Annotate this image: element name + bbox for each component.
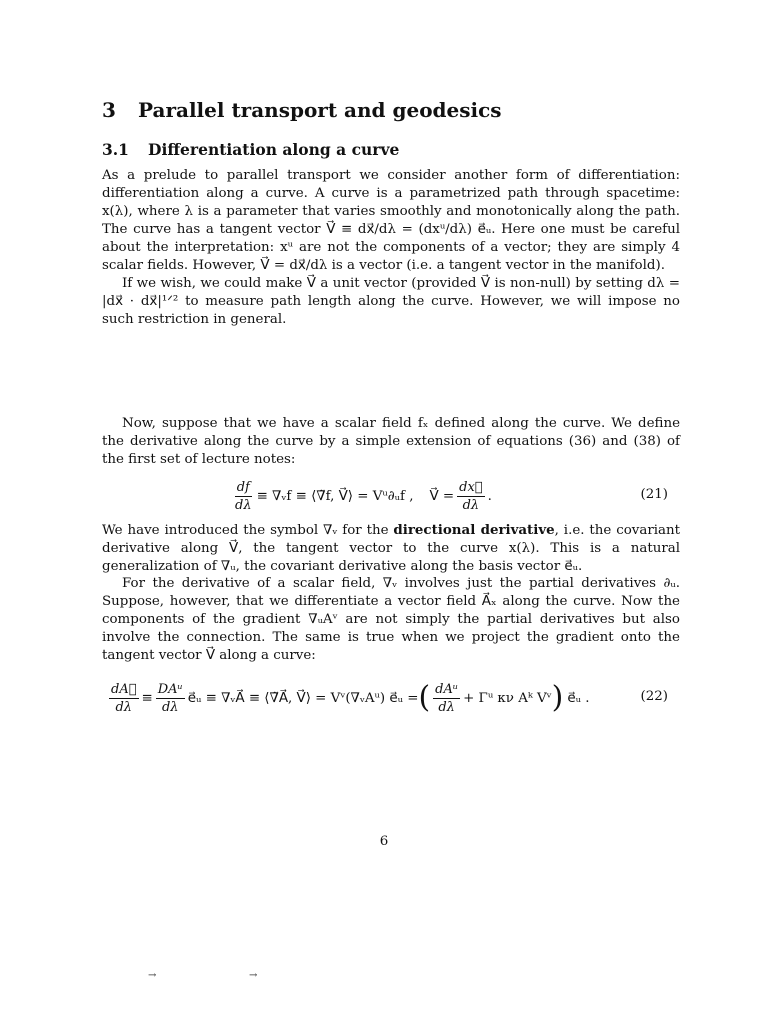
eq21-lhs-denominator: dλ xyxy=(235,497,252,513)
eq22-partial-numerator: dAᵘ xyxy=(435,681,459,697)
stray-arrow-mark-2: → xyxy=(249,970,258,981)
stray-arrow-mark-1: → xyxy=(148,970,157,981)
eq22-paren-open: ( xyxy=(418,680,431,715)
eq22-lhs-denominator: dλ xyxy=(115,699,133,715)
eq21-v-lhs: V⃗ = xyxy=(429,488,455,504)
eq21-middle: ≡ ∇ᵥf ≡ ⟨∇̃f, V⃗⟩ = Vᵘ∂ᵤf , xyxy=(256,488,414,504)
paragraph-scalar-field: Now, suppose that we have a scalar field fₓ defined along the curve. We define the derivative along the curve by a simple extension of equations (36) and (38) of the first set of lecture notes: xyxy=(102,416,680,467)
page-number: 6 xyxy=(379,834,389,849)
eq22-covariant-denominator: dλ xyxy=(161,699,179,715)
paragraph-directional-derivative xyxy=(102,521,680,576)
eq22-lhs-numerator: dA⃗ xyxy=(111,681,137,697)
eq22-connection-term: + Γᵘ κν Aᵏ Vᵛ xyxy=(463,690,552,706)
section-number: 3 xyxy=(102,98,116,122)
eq21-v-fraction xyxy=(457,480,484,513)
equation-22 xyxy=(102,678,668,718)
eq22-covariant-numerator: DAᵘ xyxy=(157,681,183,697)
subsection-number: 3.1 xyxy=(102,140,129,159)
eq22-covariant-fraction xyxy=(156,682,185,715)
eq22-middle: e⃗ᵤ ≡ ∇ᵥA⃗ ≡ ⟨∇̃A⃗, V⃗⟩ = Vᵛ(∇ᵥAᵘ) e⃗ᵤ = xyxy=(187,690,419,706)
paragraph-curve-definition: As a prelude to parallel transport we consider another form of differentiation: differentiation along a curve. A curve is a parametrized path through spacetime: x(λ), where λ is a parameter that varies smoothly and monotonically along the path. The curve has a tangent vector V⃗ ≡ dx⃗/dλ = (dxᵘ/dλ) e⃗ᵤ. Here one must be careful about the interpretation: xᵘ are not the components of a vector; they are simply 4 scalar fields. However, V⃗ = dx⃗/dλ is a vector (i.e. a tangent vector in the manifold). xyxy=(102,168,680,273)
eq21-end: . xyxy=(487,488,492,504)
p4-text-pre: We have introduced the symbol ∇ᵥ for the xyxy=(102,523,394,538)
eq21-v-denominator: dλ xyxy=(462,497,480,513)
directional-derivative-term: directional derivative xyxy=(393,522,555,538)
eq21-lhs-numerator: df xyxy=(236,479,250,495)
eq22-equiv: ≡ xyxy=(141,690,153,706)
paragraph-vector-field: For the derivative of a scalar field, ∇ᵥ involves just the partial derivatives ∂ᵤ. Suppose, however, that we differentiate a vector field A⃗ₓ along the curve. Now the components of the gradient ∇ᵤAᵛ are not simply the partial derivatives but also involve the connection. The same is true when we project the gradient onto the tangent vector V⃗ along a curve: xyxy=(102,576,680,663)
section-title: Parallel transport and geodesics xyxy=(138,98,502,122)
section-heading xyxy=(102,98,502,122)
eq22-end: e⃗ᵤ . xyxy=(567,690,590,706)
equation-21 xyxy=(102,476,668,516)
subsection-title: Differentiation along a curve xyxy=(148,140,400,159)
eq22-partial-denominator: dλ xyxy=(438,699,455,715)
eq21-lhs-fraction xyxy=(233,480,254,513)
eq21-v-numerator: dx⃗ xyxy=(459,479,483,495)
eq22-lhs-fraction xyxy=(109,682,139,715)
equation-number-21: (21) xyxy=(640,487,668,502)
equation-number-22: (22) xyxy=(640,689,668,704)
eq22-paren-close: ) xyxy=(551,680,564,715)
eq22-partial-fraction xyxy=(433,682,460,715)
p4-text-post: , i.e. the covariant derivative along V⃗, the tangent vector to the curve x(λ). This is a natural generalization of ∇ᵤ, the covariant derivative along the basis vector e⃗ᵤ. xyxy=(102,523,680,574)
paragraph-unit-vector: If we wish, we could make V⃗ a unit vector (provided V⃗ is non-null) by setting dλ = |dx⃗ · dx⃗|¹ᐟ² to measure path length along the curve. However, we will impose no such restriction in general. xyxy=(102,276,680,327)
subsection-heading xyxy=(102,140,399,159)
